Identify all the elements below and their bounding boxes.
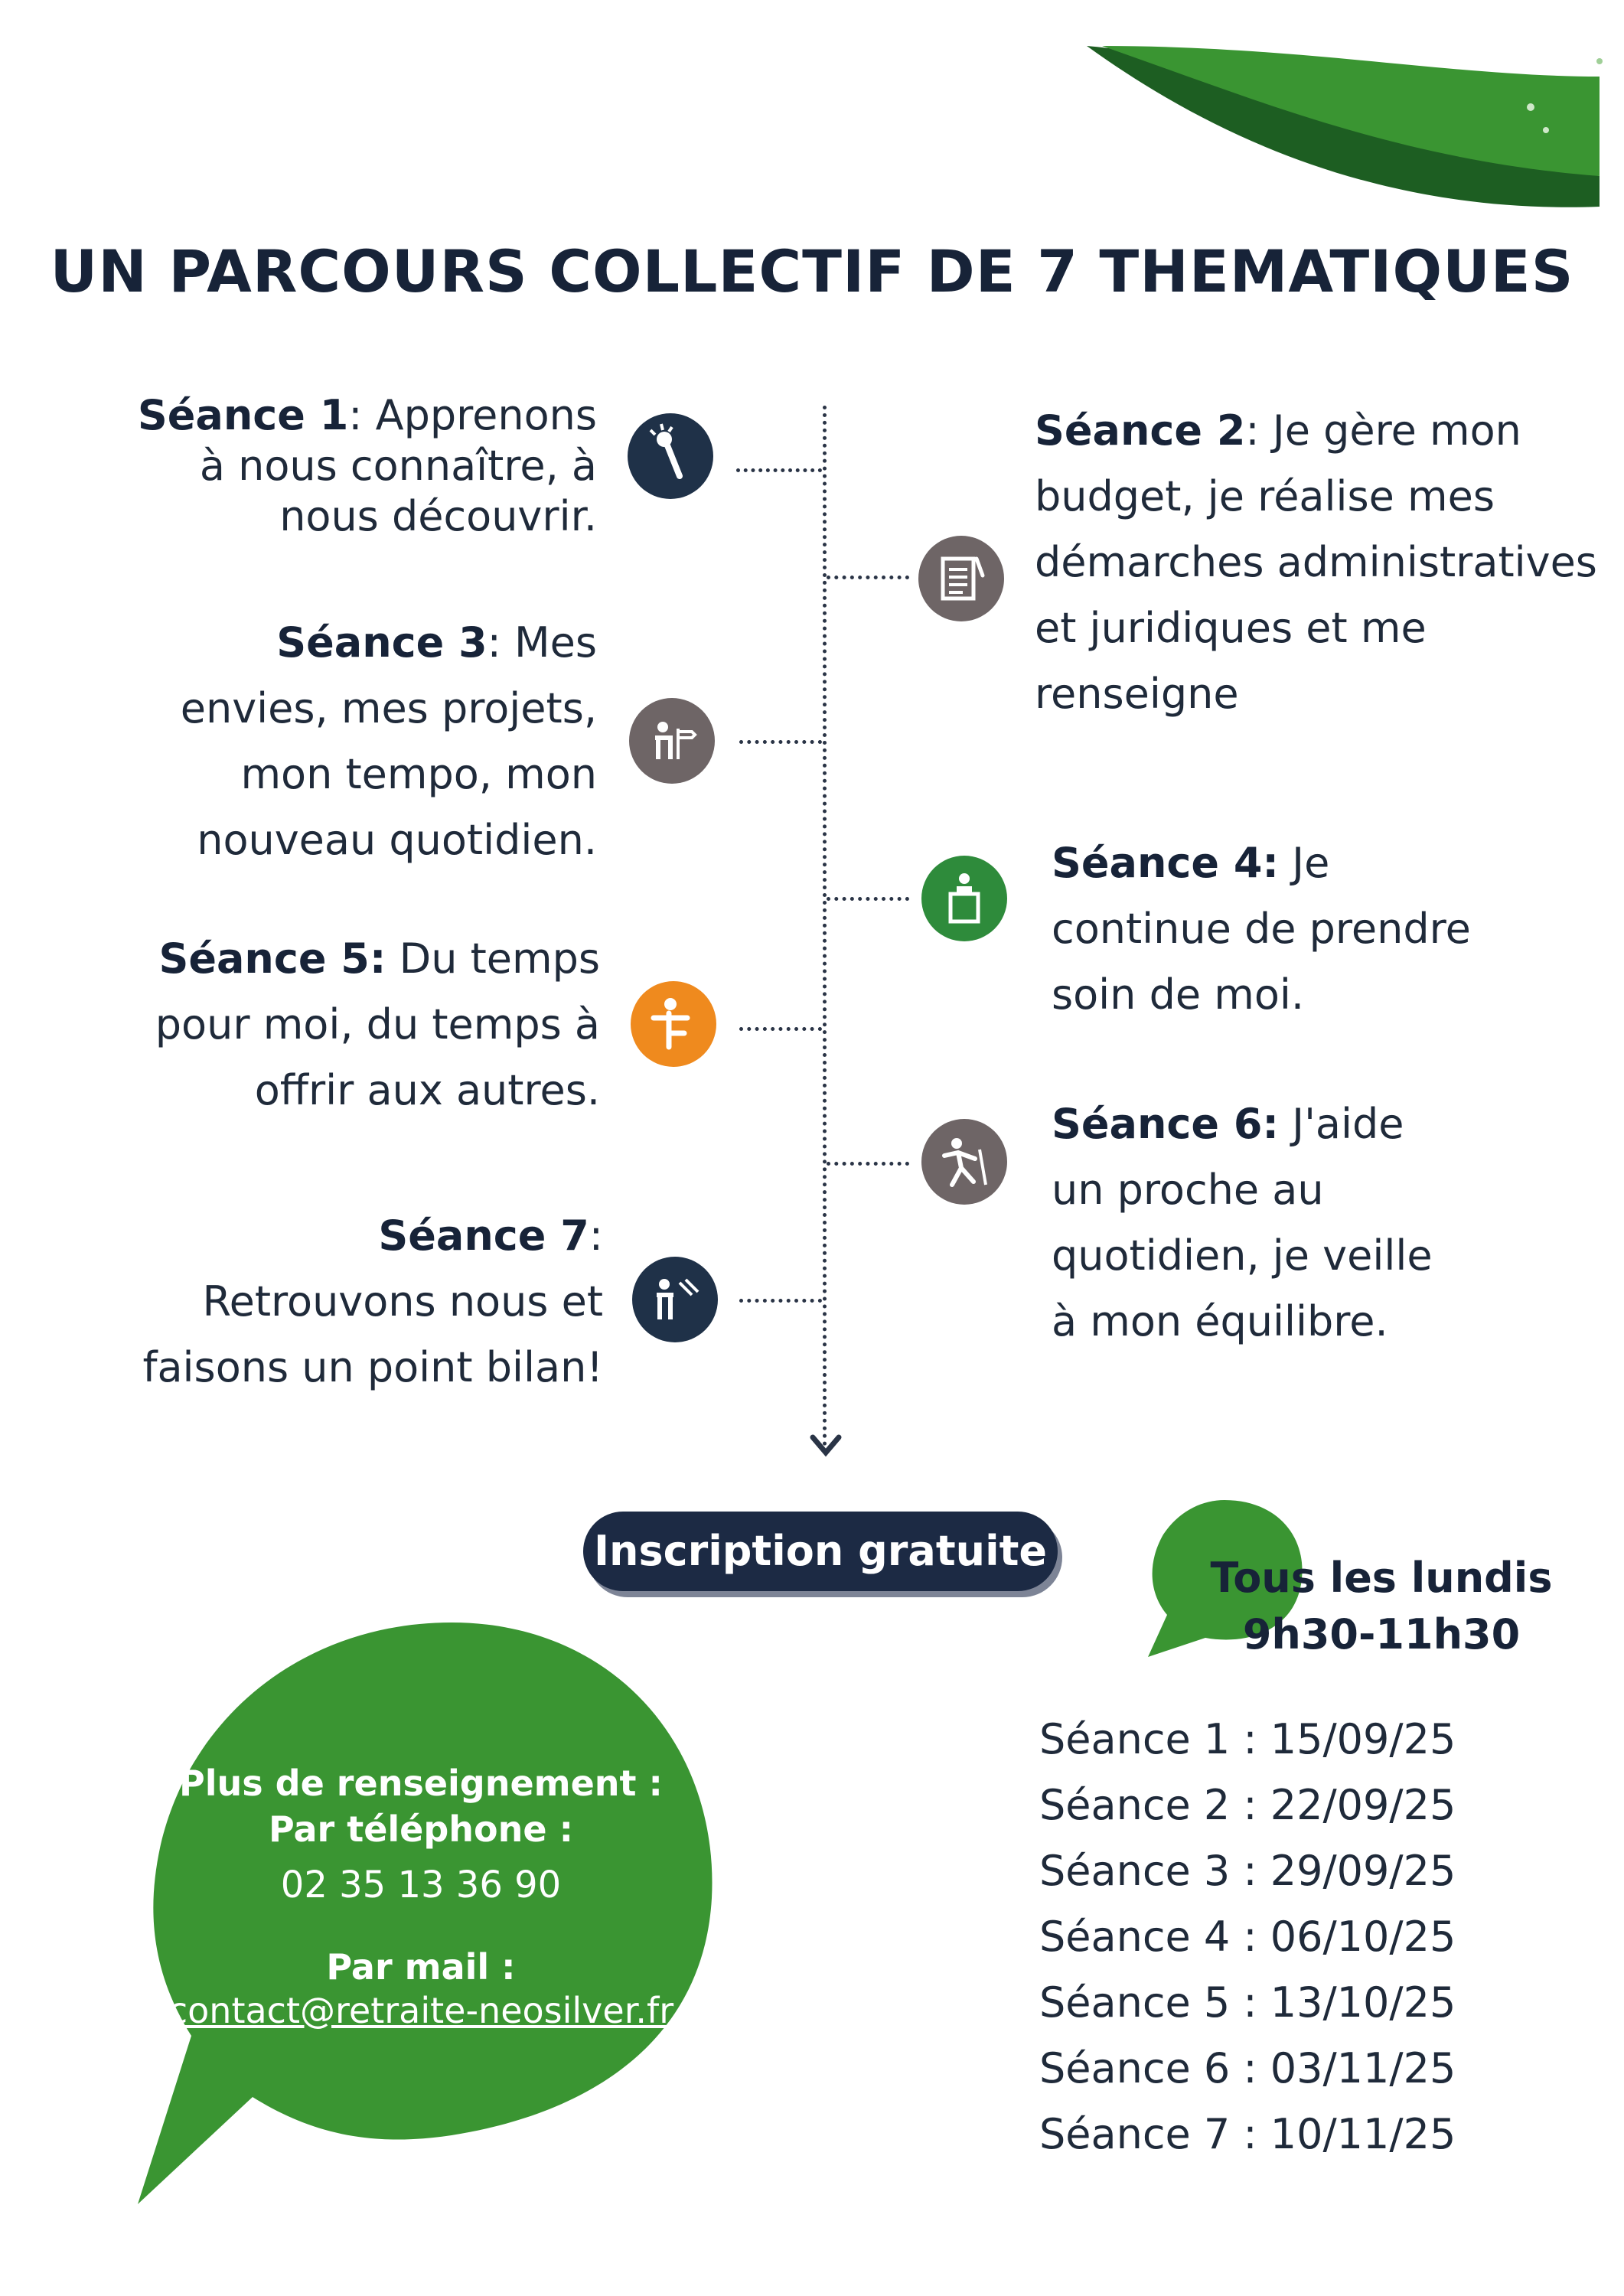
- session-3-text: Séance 3: Mes envies, mes projets, mon tempo, mon nouveau quotidien.: [180, 618, 597, 864]
- chevron-down-icon: [808, 1431, 843, 1462]
- session-5-label: Séance 5:: [158, 934, 386, 983]
- person-helping-icon: [921, 1119, 1007, 1205]
- connector-2: [827, 576, 909, 579]
- session-2-label: Séance 2: [1035, 406, 1246, 455]
- session-4-text: Séance 4: Je continue de prendre soin de moi.: [1052, 839, 1471, 1019]
- phone-heading: Par téléphone :: [268, 1808, 573, 1850]
- contact-info: [145, 1760, 696, 2031]
- session-dates-list: [1039, 1707, 1575, 2167]
- free-registration-badge: Inscription gratuite !: [583, 1512, 1058, 1591]
- list-item: Séance 2 : 22/09/25: [1039, 1781, 1456, 1829]
- session-5-text: Séance 5: Du temps pour moi, du temps à offrir aux autres.: [155, 934, 600, 1114]
- session-6-label: Séance 6:: [1052, 1100, 1279, 1148]
- session-1-text: Séance 1: Apprenons à nous connaître, à nous découvrir.: [137, 391, 597, 540]
- session-3-label: Séance 3: [276, 618, 488, 667]
- list-item: Séance 7 : 10/11/25: [1039, 2110, 1456, 2158]
- email-link[interactable]: contact@retraite-neosilver.fr: [168, 1990, 674, 2031]
- session-4-label: Séance 4:: [1052, 839, 1279, 887]
- schedule-days: Tous les lundis 9h30-11h30: [1210, 1554, 1553, 1658]
- session-7-text: Séance 7: Retrouvons nous et faisons un point bilan!: [142, 1212, 603, 1391]
- list-item: Séance 3 : 29/09/25: [1039, 1847, 1456, 1895]
- connector-4: [827, 897, 909, 901]
- connector-7: [739, 1299, 822, 1303]
- connector-6: [827, 1162, 909, 1166]
- connector-3: [739, 740, 822, 744]
- list-item: Séance 4 : 06/10/25: [1039, 1913, 1456, 1961]
- session-1-label: Séance 1: [137, 391, 349, 439]
- list-item: Séance 5 : 13/10/25: [1039, 1978, 1456, 2027]
- decorative-swoosh: [1071, 31, 1624, 214]
- session-7-label: Séance 7: [378, 1212, 589, 1260]
- connector-5: [739, 1027, 822, 1031]
- timeline-line: [823, 406, 827, 1446]
- connector-1: [736, 468, 822, 472]
- list-item: Séance 6 : 03/11/25: [1039, 2044, 1456, 2092]
- session-2-text: Séance 2: Je gère mon budget, je réalise mes démarches administratives et juridiques et me renseigne: [1035, 406, 1597, 718]
- session-6-text: Séance 6: J'aide un proche au quotidien, je veille à mon équilibre.: [1052, 1100, 1433, 1345]
- people-talking-icon: [632, 1257, 718, 1342]
- page-title: UN PARCOURS COLLECTIF DE 7 THEMATIQUES: [50, 237, 1574, 305]
- person-relax-icon: [631, 981, 716, 1067]
- mail-heading: Par mail :: [326, 1946, 516, 1988]
- document-icon: [918, 536, 1004, 621]
- list-item: Séance 1 : 15/09/25: [1039, 1715, 1456, 1763]
- phone-number[interactable]: 02 35 13 36 90: [280, 1864, 562, 1906]
- person-podium-icon: [921, 856, 1007, 941]
- microphone-icon: [628, 413, 713, 499]
- contact-heading: Plus de renseignement :: [179, 1763, 663, 1804]
- person-signpost-icon: [629, 698, 715, 784]
